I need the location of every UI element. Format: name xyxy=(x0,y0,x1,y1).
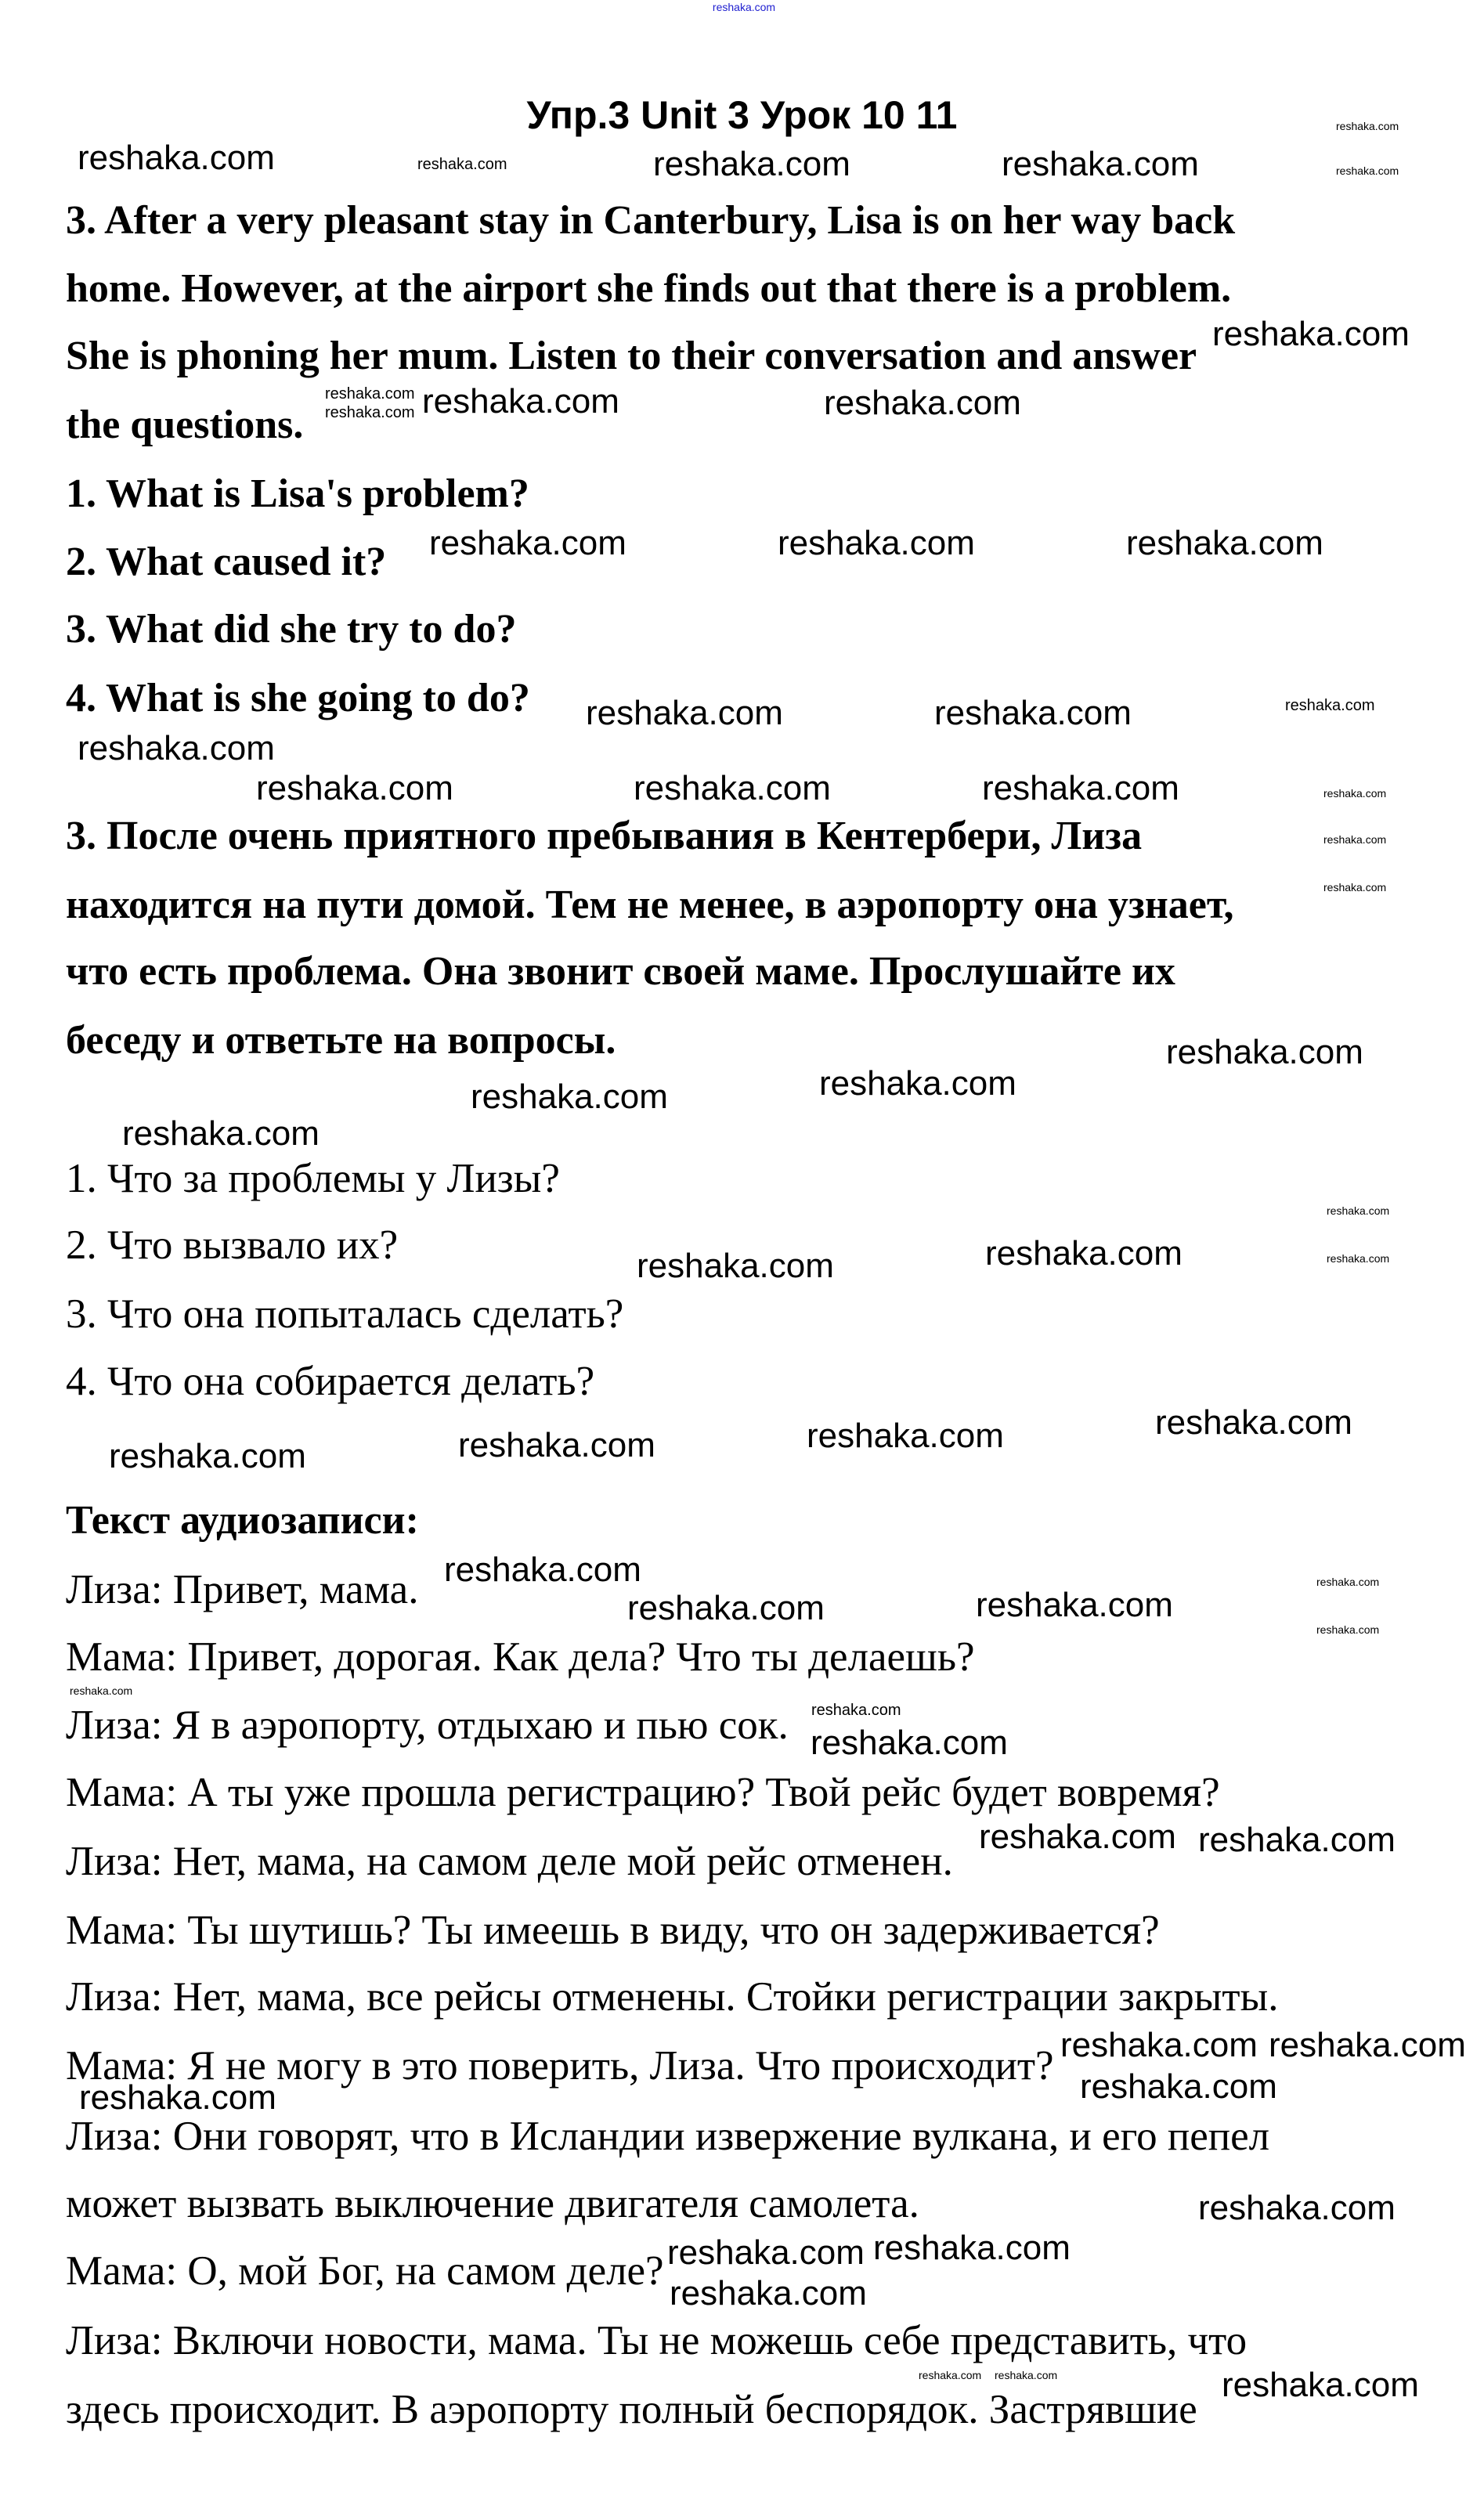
page-title: Упр.3 Unit 3 Урок 10 11 xyxy=(526,93,958,137)
transcript-line: Лиза: Они говорят, что в Исландии извержение вулкана, и его пепел xyxy=(66,2114,1270,2159)
watermark: reshaka.com xyxy=(1336,120,1399,132)
watermark: reshaka.com xyxy=(325,385,415,403)
watermark: reshaka.com xyxy=(995,2369,1058,2381)
watermark: reshaka.com xyxy=(1323,787,1387,800)
watermark: reshaka.com xyxy=(444,1551,641,1589)
watermark: reshaka.com xyxy=(1269,2026,1466,2064)
question-en: 3. What did she try to do? xyxy=(66,607,517,652)
watermark: reshaka.com xyxy=(811,1702,901,1719)
watermark: reshaka.com xyxy=(325,404,415,421)
question-ru: 2. Что вызвало их? xyxy=(66,1222,399,1268)
watermark: reshaka.com xyxy=(1323,833,1387,846)
watermark: reshaka.com xyxy=(256,769,453,807)
watermark: reshaka.com xyxy=(634,769,831,807)
watermark: reshaka.com xyxy=(807,1417,1004,1455)
question-en: 2. What caused it? xyxy=(66,540,387,584)
watermark: reshaka.com xyxy=(429,524,626,562)
watermark: reshaka.com xyxy=(70,1684,133,1697)
transcript-line: Мама: Я не могу в это поверить, Лиза. Что происходит? xyxy=(66,2043,1054,2089)
task-en-line: home. However, at the airport she finds out that there is a problem. xyxy=(66,266,1232,311)
watermark: reshaka.com xyxy=(78,729,275,767)
transcript-line: Лиза: Я в аэропорту, отдыхаю и пью сок. xyxy=(66,1702,789,1748)
watermark: reshaka.com xyxy=(1080,2067,1277,2106)
question-en: 1. What is Lisa's problem? xyxy=(66,471,529,516)
watermark: reshaka.com xyxy=(670,2274,867,2312)
transcript-line: здесь происходит. В аэропорту полный беспорядок. Застрявшие xyxy=(66,2387,1197,2432)
transcript-line: Лиза: Включи новости, мама. Ты не можешь себе представить, что xyxy=(66,2318,1247,2363)
transcript-line: Мама: Ты шутишь? Ты имеешь в виду, что он задерживается? xyxy=(66,1908,1160,1953)
watermark: reshaka.com xyxy=(422,382,619,421)
question-en: 4. What is she going to do? xyxy=(66,676,530,720)
watermark: reshaka.com xyxy=(979,1818,1176,1856)
watermark: reshaka.com xyxy=(1327,1204,1390,1217)
watermark: reshaka.com xyxy=(627,1589,825,1627)
watermark: reshaka.com xyxy=(811,1724,1008,1762)
task-en-line: the questions. xyxy=(66,403,304,447)
transcript-line: Мама: А ты уже прошла регистрацию? Твой рейс будет вовремя? xyxy=(66,1770,1220,1815)
task-ru-line: 3. После очень приятного пребывания в Кентербери, Лиза xyxy=(66,814,1143,858)
watermark: reshaka.com xyxy=(1316,1623,1380,1636)
watermark: reshaka.com xyxy=(653,145,850,183)
watermark: reshaka.com xyxy=(1285,697,1375,714)
transcript-line: Лиза: Нет, мама, все рейсы отменены. Стойки регистрации закрыты. xyxy=(66,1974,1279,2020)
watermark: reshaka.com xyxy=(1316,1576,1380,1588)
watermark: reshaka.com xyxy=(824,384,1021,422)
watermark: reshaka.com xyxy=(1155,1403,1352,1442)
watermark: reshaka.com xyxy=(985,1234,1183,1273)
watermark: reshaka.com xyxy=(1166,1033,1363,1071)
watermark: reshaka.com xyxy=(1060,2026,1258,2064)
watermark: reshaka.com xyxy=(982,769,1179,807)
watermark: reshaka.com xyxy=(1327,1252,1390,1265)
watermark: reshaka.com xyxy=(79,2078,276,2117)
watermark: reshaka.com xyxy=(873,2229,1071,2267)
question-ru: 3. Что она попыталась сделать? xyxy=(66,1291,624,1337)
watermark: reshaka.com xyxy=(819,1064,1016,1103)
watermark: reshaka.com xyxy=(1222,2366,1419,2404)
task-en-line: She is phoning her mum. Listen to their conversation and answer xyxy=(66,334,1197,378)
transcript-line: Мама: О, мой Бог, на самом деле? xyxy=(66,2248,664,2294)
header-watermark: reshaka.com xyxy=(712,1,776,13)
watermark: reshaka.com xyxy=(1002,145,1199,183)
transcript-line: Лиза: Привет, мама. xyxy=(66,1567,419,1612)
watermark: reshaka.com xyxy=(417,156,507,173)
transcript-heading: Текст аудиозаписи: xyxy=(66,1498,419,1543)
watermark: reshaka.com xyxy=(934,694,1132,732)
transcript-line: может вызвать выключение двигателя самолета. xyxy=(66,2181,919,2226)
watermark: reshaka.com xyxy=(1323,881,1387,894)
watermark: reshaka.com xyxy=(1198,1821,1396,1859)
watermark: reshaka.com xyxy=(458,1426,655,1464)
transcript-line: Мама: Привет, дорогая. Как дела? Что ты делаешь? xyxy=(66,1634,975,1680)
watermark: reshaka.com xyxy=(919,2369,982,2381)
watermark: reshaka.com xyxy=(122,1114,320,1153)
watermark: reshaka.com xyxy=(586,694,783,732)
watermark: reshaka.com xyxy=(78,139,275,177)
watermark: reshaka.com xyxy=(778,524,975,562)
watermark: reshaka.com xyxy=(109,1437,306,1475)
task-ru-line: беседу и ответьте на вопросы. xyxy=(66,1018,616,1063)
transcript-line: Лиза: Нет, мама, на самом деле мой рейс отменен. xyxy=(66,1839,953,1884)
watermark: reshaka.com xyxy=(1198,2189,1396,2227)
watermark: reshaka.com xyxy=(637,1247,834,1285)
watermark: reshaka.com xyxy=(1336,164,1399,177)
watermark: reshaka.com xyxy=(667,2233,865,2272)
watermark: reshaka.com xyxy=(1126,524,1323,562)
watermark: reshaka.com xyxy=(471,1078,668,1116)
task-ru-line: что есть проблема. Она звонит своей маме. Прослушайте их xyxy=(66,949,1175,994)
question-ru: 4. Что она собирается делать? xyxy=(66,1359,595,1404)
task-ru-line: находится на пути домой. Тем не менее, в аэропорту она узнает, xyxy=(66,883,1234,927)
task-en-line: 3. After a very pleasant stay in Canterbury, Lisa is on her way back xyxy=(66,198,1236,243)
watermark: reshaka.com xyxy=(1212,315,1410,353)
watermark: reshaka.com xyxy=(976,1586,1173,1624)
question-ru: 1. Что за проблемы у Лизы? xyxy=(66,1156,560,1201)
